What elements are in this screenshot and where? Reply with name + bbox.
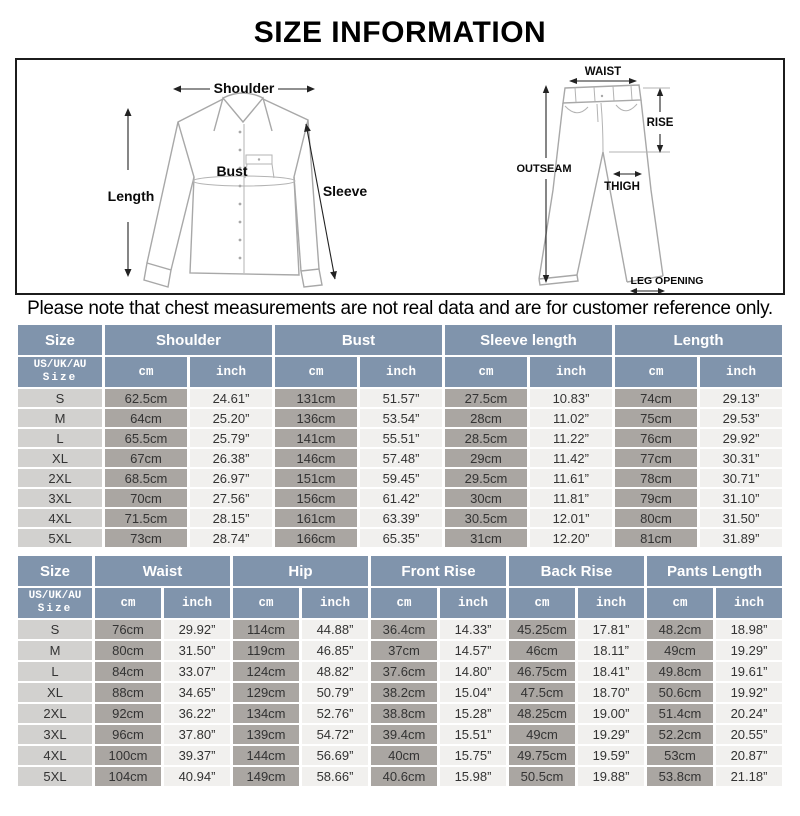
cm-value-cell: 124cm — [233, 662, 299, 681]
inch-value-cell: 44.88” — [302, 620, 368, 639]
unit-header: cm — [445, 357, 527, 387]
measure-column-header: Length — [615, 325, 782, 355]
inch-value-cell: 11.22” — [530, 429, 612, 447]
table-row — [18, 725, 782, 744]
inch-value-cell: 51.57” — [360, 389, 442, 407]
cm-value-cell: 75cm — [615, 409, 697, 427]
size-cell: 4XL — [18, 509, 102, 527]
shirt-bust-label: Bust — [216, 163, 248, 179]
cm-value-cell: 161cm — [275, 509, 357, 527]
cm-value-cell: 100cm — [95, 746, 161, 765]
cm-value-cell: 104cm — [95, 767, 161, 786]
cm-value-cell: 136cm — [275, 409, 357, 427]
thigh-arrow — [613, 171, 642, 177]
inch-value-cell: 39.37” — [164, 746, 230, 765]
cm-value-cell: 71.5cm — [105, 509, 187, 527]
cm-value-cell: 29cm — [445, 449, 527, 467]
inch-value-cell: 20.55” — [716, 725, 782, 744]
inch-value-cell: 48.82” — [302, 662, 368, 681]
inch-value-cell: 34.65” — [164, 683, 230, 702]
inch-value-cell: 31.89” — [700, 529, 782, 547]
inch-value-cell: 29.92” — [700, 429, 782, 447]
unit-header: cm — [647, 588, 713, 618]
inch-value-cell: 57.48” — [360, 449, 442, 467]
inch-value-cell: 58.66” — [302, 767, 368, 786]
cm-value-cell: 51.4cm — [647, 704, 713, 723]
cm-value-cell: 49cm — [509, 725, 575, 744]
inch-value-cell: 52.76” — [302, 704, 368, 723]
table-row — [18, 683, 782, 702]
note-text: Please note that chest measurements are not real data and are for customer reference only. — [27, 298, 773, 319]
pants-thigh-label: THIGH — [604, 181, 640, 193]
inch-value-cell: 40.94” — [164, 767, 230, 786]
inch-value-cell: 25.20” — [190, 409, 272, 427]
table-row — [18, 449, 782, 467]
waist-arrow — [569, 78, 637, 84]
size-cell: S — [18, 389, 102, 407]
cm-value-cell: 67cm — [105, 449, 187, 467]
inch-value-cell: 19.00” — [578, 704, 644, 723]
table-row — [18, 662, 782, 681]
size-cell: 2XL — [18, 704, 92, 723]
cm-value-cell: 96cm — [95, 725, 161, 744]
page-title: SIZE INFORMATION — [253, 16, 547, 49]
cm-value-cell: 50.5cm — [509, 767, 575, 786]
cm-value-cell: 166cm — [275, 529, 357, 547]
table-row — [18, 429, 782, 447]
size-cell: 2XL — [18, 469, 102, 487]
pants-waist-label: WAIST — [584, 66, 622, 78]
measure-column-header: Front Rise — [371, 556, 506, 586]
measure-column-header: Bust — [275, 325, 442, 355]
inch-value-cell: 37.80” — [164, 725, 230, 744]
inch-value-cell: 19.29” — [578, 725, 644, 744]
cm-value-cell: 68.5cm — [105, 469, 187, 487]
inch-value-cell: 19.29” — [716, 641, 782, 660]
cm-value-cell: 77cm — [615, 449, 697, 467]
unit-header: inch — [716, 588, 782, 618]
inch-value-cell: 29.13” — [700, 389, 782, 407]
inch-value-cell: 11.42” — [530, 449, 612, 467]
size-cell: M — [18, 409, 102, 427]
inch-value-cell: 20.87” — [716, 746, 782, 765]
inch-value-cell: 14.57” — [440, 641, 506, 660]
cm-value-cell: 53.8cm — [647, 767, 713, 786]
cm-value-cell: 79cm — [615, 489, 697, 507]
inch-value-cell: 18.11” — [578, 641, 644, 660]
cm-value-cell: 49.75cm — [509, 746, 575, 765]
measure-column-header: Shoulder — [105, 325, 272, 355]
cm-value-cell: 28.5cm — [445, 429, 527, 447]
unit-header: inch — [302, 588, 368, 618]
table-row — [18, 489, 782, 507]
size-cell: M — [18, 641, 92, 660]
cm-value-cell: 47.5cm — [509, 683, 575, 702]
inch-value-cell: 11.61” — [530, 469, 612, 487]
pants-outseam-label: OUTSEAM — [516, 163, 572, 175]
inch-value-cell: 59.45” — [360, 469, 442, 487]
unit-header: cm — [233, 588, 299, 618]
table-row — [18, 509, 782, 527]
garment-diagram-svg — [17, 60, 783, 293]
cm-value-cell: 80cm — [95, 641, 161, 660]
unit-header: inch — [164, 588, 230, 618]
shirt-diagram — [108, 80, 368, 287]
size-cell: 3XL — [18, 725, 92, 744]
inch-value-cell: 19.88” — [578, 767, 644, 786]
cm-value-cell: 141cm — [275, 429, 357, 447]
inch-value-cell: 15.04” — [440, 683, 506, 702]
inch-value-cell: 50.79” — [302, 683, 368, 702]
unit-header: inch — [578, 588, 644, 618]
size-cell: 5XL — [18, 529, 102, 547]
measure-column-header: Hip — [233, 556, 368, 586]
cm-value-cell: 114cm — [233, 620, 299, 639]
cm-value-cell: 48.25cm — [509, 704, 575, 723]
inch-value-cell: 20.24” — [716, 704, 782, 723]
unit-header: cm — [105, 357, 187, 387]
pants-rise-label: RISE — [646, 117, 674, 129]
inch-value-cell: 14.80” — [440, 662, 506, 681]
cm-value-cell: 88cm — [95, 683, 161, 702]
inch-value-cell: 19.59” — [578, 746, 644, 765]
cm-value-cell: 37cm — [371, 641, 437, 660]
table-row — [18, 409, 782, 427]
size-cell: 4XL — [18, 746, 92, 765]
cm-value-cell: 46.75cm — [509, 662, 575, 681]
size-subheader: US/UK/AU Size — [18, 357, 102, 387]
cm-value-cell: 40.6cm — [371, 767, 437, 786]
cm-value-cell: 46cm — [509, 641, 575, 660]
inch-value-cell: 25.79” — [190, 429, 272, 447]
inch-value-cell: 12.20” — [530, 529, 612, 547]
inch-value-cell: 24.61” — [190, 389, 272, 407]
size-cell: XL — [18, 449, 102, 467]
inch-value-cell: 36.22” — [164, 704, 230, 723]
inch-value-cell: 26.97” — [190, 469, 272, 487]
inch-value-cell: 54.72” — [302, 725, 368, 744]
cm-value-cell: 38.2cm — [371, 683, 437, 702]
cm-value-cell: 30.5cm — [445, 509, 527, 527]
cm-value-cell: 84cm — [95, 662, 161, 681]
outseam-arrow — [543, 85, 549, 283]
table-row — [18, 767, 782, 786]
table-row — [18, 620, 782, 639]
unit-header: cm — [275, 357, 357, 387]
cm-value-cell: 76cm — [95, 620, 161, 639]
inch-value-cell: 18.98” — [716, 620, 782, 639]
table-row — [18, 704, 782, 723]
cm-value-cell: 39.4cm — [371, 725, 437, 744]
inch-value-cell: 15.51” — [440, 725, 506, 744]
inch-value-cell: 30.71” — [700, 469, 782, 487]
size-cell: XL — [18, 683, 92, 702]
cm-value-cell: 129cm — [233, 683, 299, 702]
cm-value-cell: 64cm — [105, 409, 187, 427]
cm-value-cell: 119cm — [233, 641, 299, 660]
unit-header: inch — [530, 357, 612, 387]
cm-value-cell: 131cm — [275, 389, 357, 407]
bottoms-size-table — [15, 554, 785, 788]
cm-value-cell: 40cm — [371, 746, 437, 765]
inch-value-cell: 11.02” — [530, 409, 612, 427]
cm-value-cell: 149cm — [233, 767, 299, 786]
cm-value-cell: 144cm — [233, 746, 299, 765]
table-row — [18, 389, 782, 407]
unit-header: inch — [700, 357, 782, 387]
table-row — [18, 469, 782, 487]
inch-value-cell: 29.53” — [700, 409, 782, 427]
unit-header: cm — [95, 588, 161, 618]
size-cell: S — [18, 620, 92, 639]
cm-value-cell: 30cm — [445, 489, 527, 507]
unit-header: cm — [371, 588, 437, 618]
inch-value-cell: 15.28” — [440, 704, 506, 723]
inch-value-cell: 46.85” — [302, 641, 368, 660]
inch-value-cell: 19.61” — [716, 662, 782, 681]
size-column-header: Size — [18, 325, 102, 355]
size-cell: 5XL — [18, 767, 92, 786]
inch-value-cell: 63.39” — [360, 509, 442, 527]
inch-value-cell: 29.92” — [164, 620, 230, 639]
cm-value-cell: 37.6cm — [371, 662, 437, 681]
inch-value-cell: 14.33” — [440, 620, 506, 639]
shirt-sleeve-label: Sleeve — [322, 183, 368, 199]
unit-header: inch — [190, 357, 272, 387]
cm-value-cell: 49cm — [647, 641, 713, 660]
cm-value-cell: 27.5cm — [445, 389, 527, 407]
cm-value-cell: 65.5cm — [105, 429, 187, 447]
cm-value-cell: 74cm — [615, 389, 697, 407]
inch-value-cell: 15.75” — [440, 746, 506, 765]
cm-value-cell: 73cm — [105, 529, 187, 547]
cm-value-cell: 49.8cm — [647, 662, 713, 681]
inch-value-cell: 53.54” — [360, 409, 442, 427]
inch-value-cell: 30.31” — [700, 449, 782, 467]
cm-value-cell: 31cm — [445, 529, 527, 547]
size-cell: 3XL — [18, 489, 102, 507]
cm-value-cell: 92cm — [95, 704, 161, 723]
leg-opening-arrow — [630, 288, 665, 293]
cm-value-cell: 139cm — [233, 725, 299, 744]
inch-value-cell: 65.35” — [360, 529, 442, 547]
shirt-shoulder-label: Shoulder — [213, 80, 275, 96]
inch-value-cell: 21.18” — [716, 767, 782, 786]
inch-value-cell: 28.15” — [190, 509, 272, 527]
cm-value-cell: 28cm — [445, 409, 527, 427]
size-cell: L — [18, 662, 92, 681]
unit-header: cm — [615, 357, 697, 387]
measurement-diagram — [15, 58, 785, 295]
sleeve-arrow — [304, 124, 337, 280]
inch-value-cell: 56.69” — [302, 746, 368, 765]
cm-value-cell: 134cm — [233, 704, 299, 723]
unit-header: inch — [360, 357, 442, 387]
measure-column-header: Pants Length — [647, 556, 782, 586]
cm-value-cell: 62.5cm — [105, 389, 187, 407]
inch-value-cell: 55.51” — [360, 429, 442, 447]
cm-value-cell: 80cm — [615, 509, 697, 527]
size-column-header: Size — [18, 556, 92, 586]
size-cell: L — [18, 429, 102, 447]
measure-column-header: Waist — [95, 556, 230, 586]
cm-value-cell: 36.4cm — [371, 620, 437, 639]
cm-value-cell: 50.6cm — [647, 683, 713, 702]
cm-value-cell: 81cm — [615, 529, 697, 547]
table-row — [18, 529, 782, 547]
inch-value-cell: 15.98” — [440, 767, 506, 786]
cm-value-cell: 76cm — [615, 429, 697, 447]
inch-value-cell: 19.92” — [716, 683, 782, 702]
size-subheader: US/UK/AU Size — [18, 588, 92, 618]
cm-value-cell: 156cm — [275, 489, 357, 507]
table-row — [18, 746, 782, 765]
measure-column-header: Sleeve length — [445, 325, 612, 355]
cm-value-cell: 29.5cm — [445, 469, 527, 487]
inch-value-cell: 31.50” — [700, 509, 782, 527]
cm-value-cell: 38.8cm — [371, 704, 437, 723]
inch-value-cell: 26.38” — [190, 449, 272, 467]
inch-value-cell: 31.50” — [164, 641, 230, 660]
cm-value-cell: 146cm — [275, 449, 357, 467]
cm-value-cell: 78cm — [615, 469, 697, 487]
inch-value-cell: 17.81” — [578, 620, 644, 639]
pants-diagram — [517, 66, 704, 293]
cm-value-cell: 70cm — [105, 489, 187, 507]
inch-value-cell: 33.07” — [164, 662, 230, 681]
unit-header: cm — [509, 588, 575, 618]
inch-value-cell: 11.81” — [530, 489, 612, 507]
inch-value-cell: 12.01” — [530, 509, 612, 527]
inch-value-cell: 18.41” — [578, 662, 644, 681]
pants-leg-opening-label: LEG OPENING — [630, 275, 704, 287]
inch-value-cell: 18.70” — [578, 683, 644, 702]
tops-size-table — [15, 323, 785, 549]
inch-value-cell: 27.56” — [190, 489, 272, 507]
inch-value-cell: 10.83” — [530, 389, 612, 407]
table-row — [18, 641, 782, 660]
inch-value-cell: 28.74” — [190, 529, 272, 547]
inch-value-cell: 31.10” — [700, 489, 782, 507]
cm-value-cell: 151cm — [275, 469, 357, 487]
cm-value-cell: 45.25cm — [509, 620, 575, 639]
cm-value-cell: 52.2cm — [647, 725, 713, 744]
inch-value-cell: 61.42” — [360, 489, 442, 507]
unit-header: inch — [440, 588, 506, 618]
cm-value-cell: 48.2cm — [647, 620, 713, 639]
measure-column-header: Back Rise — [509, 556, 644, 586]
shirt-length-label: Length — [107, 188, 155, 204]
cm-value-cell: 53cm — [647, 746, 713, 765]
